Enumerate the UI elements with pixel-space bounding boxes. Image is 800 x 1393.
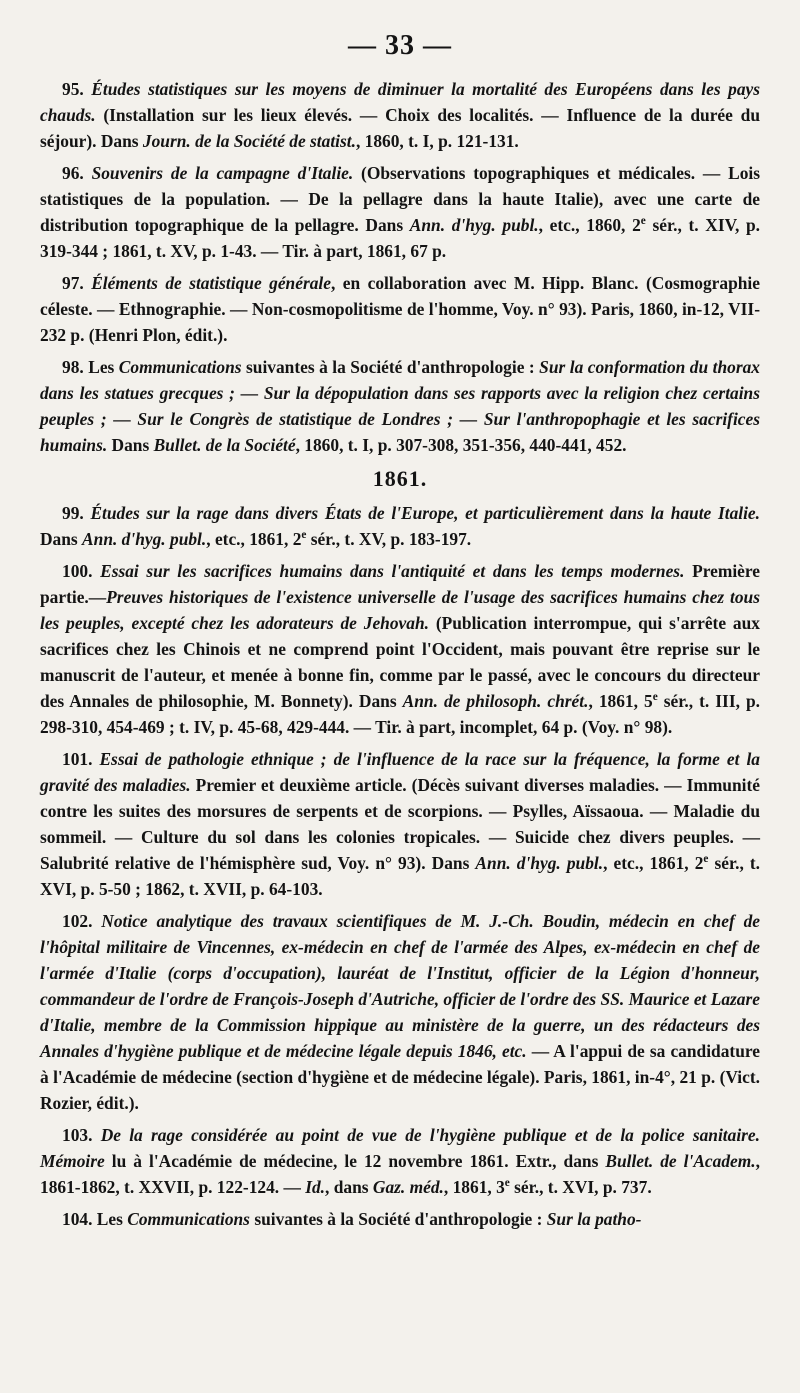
entry-text: (Observations topographiques et médicales. — Lois statistiques de la population. — De la pellagre dans la haute Italie), avec une carte de distribution topographique de la pellagre. Dans bbox=[40, 163, 760, 235]
entry-text: , 1861-1862, t. XXVII, p. 122-124. — bbox=[40, 1151, 760, 1197]
entry-italic-text: Ann. d'hyg. publ. bbox=[409, 215, 539, 235]
entry-italic-text: Preuves historiques de l'existence universelle de l'usage des sacrifices humains chez tous les peuples, excepté chez les adorateurs de Jehovah. bbox=[40, 587, 760, 633]
entry-italic-text: Sur la patho- bbox=[546, 1209, 642, 1229]
entry-text: suivantes à la Société d'anthropologie : bbox=[249, 1209, 547, 1229]
entry-italic-text: Essai sur les sacrifices humains dans l'antiquité et dans les temps modernes. bbox=[100, 561, 685, 581]
entry-italic-text: Essai de pathologie ethnique ; de l'influence de la race sur la fréquence, la forme et la gravité des maladies. bbox=[40, 749, 760, 795]
superscript: e bbox=[640, 215, 646, 228]
entry-text: Premier et deuxième article. (Décès suivant diverses maladies. — Immunité contre les suites des morsures de serpents et de scorpions. — Psylles, Aïssaoua. — Maladie du sommeil. — Culture du sol dans les colonies tropicales. — Suicide chez divers peuples. — Salubrité relative de l'hémisphère sud, Voy. n° 93). Dans bbox=[40, 775, 760, 873]
entry-italic-text: Communications bbox=[118, 357, 242, 377]
entry-text: Les bbox=[88, 357, 119, 377]
entry-number: 101. bbox=[62, 749, 100, 769]
entry-italic-text: Id. bbox=[305, 1177, 326, 1197]
entry-italic-text: Ann. d'hyg. publ. bbox=[475, 853, 604, 873]
superscript: e bbox=[703, 853, 709, 866]
entry-text: , 1861, 3e sér., t. XVI, p. 737. bbox=[443, 1177, 652, 1197]
entry-number: 97. bbox=[62, 273, 92, 293]
entry-text: lu à l'Académie de médecine, le 12 novembre 1861. Extr., dans bbox=[104, 1151, 606, 1171]
bibliography-entry bbox=[40, 354, 760, 458]
entry-text: Première partie.— bbox=[40, 561, 760, 607]
entry-italic-text: Études sur la rage dans divers États de l'Europe, et particulièrement dans la haute Italie. bbox=[90, 503, 760, 523]
bibliography-entry bbox=[40, 1122, 760, 1200]
year-heading: 1861. bbox=[372, 466, 428, 491]
entry-text: , 1860, t. I, p. 307-308, 351-356, 440-441, 452. bbox=[295, 435, 627, 455]
entry-text: , dans bbox=[325, 1177, 373, 1197]
entry-italic-text: Bullet. de la Société bbox=[153, 435, 296, 455]
bibliography-entry bbox=[40, 76, 760, 154]
entry-italic-text: Études statistiques sur les moyens de diminuer la mortalité des Européens dans les pays chauds. bbox=[40, 79, 761, 125]
entry-italic-text: Bullet. de l'Academ. bbox=[605, 1151, 756, 1171]
entry-text: (Installation sur les lieux élevés. — Choix des localités. — Influence de la durée du séjour). Dans bbox=[40, 105, 760, 151]
bibliography-entry bbox=[40, 500, 760, 552]
entry-italic-text: Journ. de la Société de statist. bbox=[142, 131, 356, 151]
entry-italic-text: Souvenirs de la campagne d'Italie. bbox=[91, 163, 354, 183]
entry-number: 100. bbox=[62, 561, 101, 581]
entry-text: (Publication interrompue, qui s'arrête aux sacrifices chez les Chinois et ne comprend point l'Occident, mais pouvant être reprise sur le manuscrit de l'auteur, et menée à bonne fin, comme par le passé, avec le concours du directeur des Annales de philosophie, M. Bonnety). Dans bbox=[40, 613, 760, 711]
entry-text: , etc., 1861, 2e sér., t. XV, p. 183-197. bbox=[206, 529, 472, 549]
entry-text: , en collaboration avec M. Hipp. Blanc. (Cosmographie céleste. — Ethnographie. — Non-cosmopolitisme de l'homme, Voy. n° 93). Paris, 1860, in-12, VII-232 p. (Henri Plon, édit.). bbox=[40, 273, 760, 345]
entry-number: 96. bbox=[62, 163, 92, 183]
entry-italic-text: Ann. de philosoph. chrét. bbox=[402, 691, 589, 711]
bibliography-entry bbox=[40, 558, 760, 740]
superscript: e bbox=[301, 529, 307, 542]
entry-number: 104. bbox=[62, 1209, 97, 1229]
entry-number: 103. bbox=[62, 1125, 101, 1145]
entry-text: Dans bbox=[107, 435, 154, 455]
entry-text: Les bbox=[96, 1209, 128, 1229]
entry-number: 98. bbox=[62, 357, 89, 377]
bibliography-entry bbox=[40, 270, 760, 348]
entry-number: 102. bbox=[62, 911, 102, 931]
bibliography-entry bbox=[40, 160, 760, 264]
entry-text: , 1861, 5e sér., t. III, p. 298-310, 454-469 ; t. IV, p. 45-68, 429-444. — Tir. à part, incomplet, 64 p. (Voy. n° 98). bbox=[40, 691, 760, 737]
bibliography-list bbox=[40, 76, 760, 1232]
bibliography-entry bbox=[40, 908, 760, 1116]
page-number: — 33 — bbox=[348, 30, 452, 61]
entry-italic-text: Notice analytique des travaux scientifiques de M. J.-Ch. Boudin, médecin en chef de l'hôpital militaire de Vincennes, ex-médecin en chef de l'armée des Alpes, ex-médecin en chef de l'armée d'Italie (corps d'occupation), lauréat de l'Institut, officier de la Légion d'honneur, commandeur de l'ordre de François-Joseph d'Autriche, officier de l'ordre des SS. Maurice et Lazare d'Italie, membre de la Commission hippique au ministère de la guerre, un des rédacteurs des Annales d'hygiène publique et de médecine légale depuis 1846, etc. bbox=[40, 911, 760, 1061]
superscript: e bbox=[504, 1177, 510, 1190]
entry-italic-text: Ann. d'hyg. publ. bbox=[82, 529, 207, 549]
entry-text: , etc., 1861, 2e sér., t. XVI, p. 5-50 ; 1862, t. XVII, p. 64-103. bbox=[40, 853, 761, 899]
entry-italic-text: De la rage considérée au point de vue de l'hygiène publique et de la police sanitaire. Mémoire bbox=[40, 1125, 760, 1171]
entry-number: 95. bbox=[62, 79, 92, 99]
bibliography-entry bbox=[40, 1206, 760, 1232]
entry-text: , 1860, t. I, p. 121-131. bbox=[355, 131, 519, 151]
entry-italic-text: Éléments de statistique générale bbox=[91, 273, 331, 293]
entry-number: 99. bbox=[62, 503, 91, 523]
entry-text: , etc., 1860, 2e sér., t. XIV, p. 319-344 ; 1861, t. XV, p. 1-43. — Tir. à part, 1861, 67 p. bbox=[40, 215, 760, 261]
entry-text: — A l'appui de sa candidature à l'Académie de médecine (section d'hygiène et de médecine légale). Paris, 1861, in-4°, 21 p. (Vict. Rozier, édit.). bbox=[40, 1041, 760, 1113]
entry-italic-text: Communications bbox=[127, 1209, 250, 1229]
superscript: e bbox=[652, 691, 658, 704]
entry-text: suivantes à la Société d'anthropologie : bbox=[241, 357, 540, 377]
entry-italic-text: Sur la conformation du thorax dans les statues grecques ; — Sur la dépopulation dans ses rapports avec la religion chez certains peuples ; — Sur le Congrès de statistique de Londres ; — Sur l'anthropophagie et les sacrifices humains. bbox=[40, 357, 761, 455]
entry-italic-text: Gaz. méd. bbox=[372, 1177, 444, 1197]
bibliography-entry bbox=[40, 746, 760, 902]
entry-text: Dans bbox=[40, 529, 83, 549]
